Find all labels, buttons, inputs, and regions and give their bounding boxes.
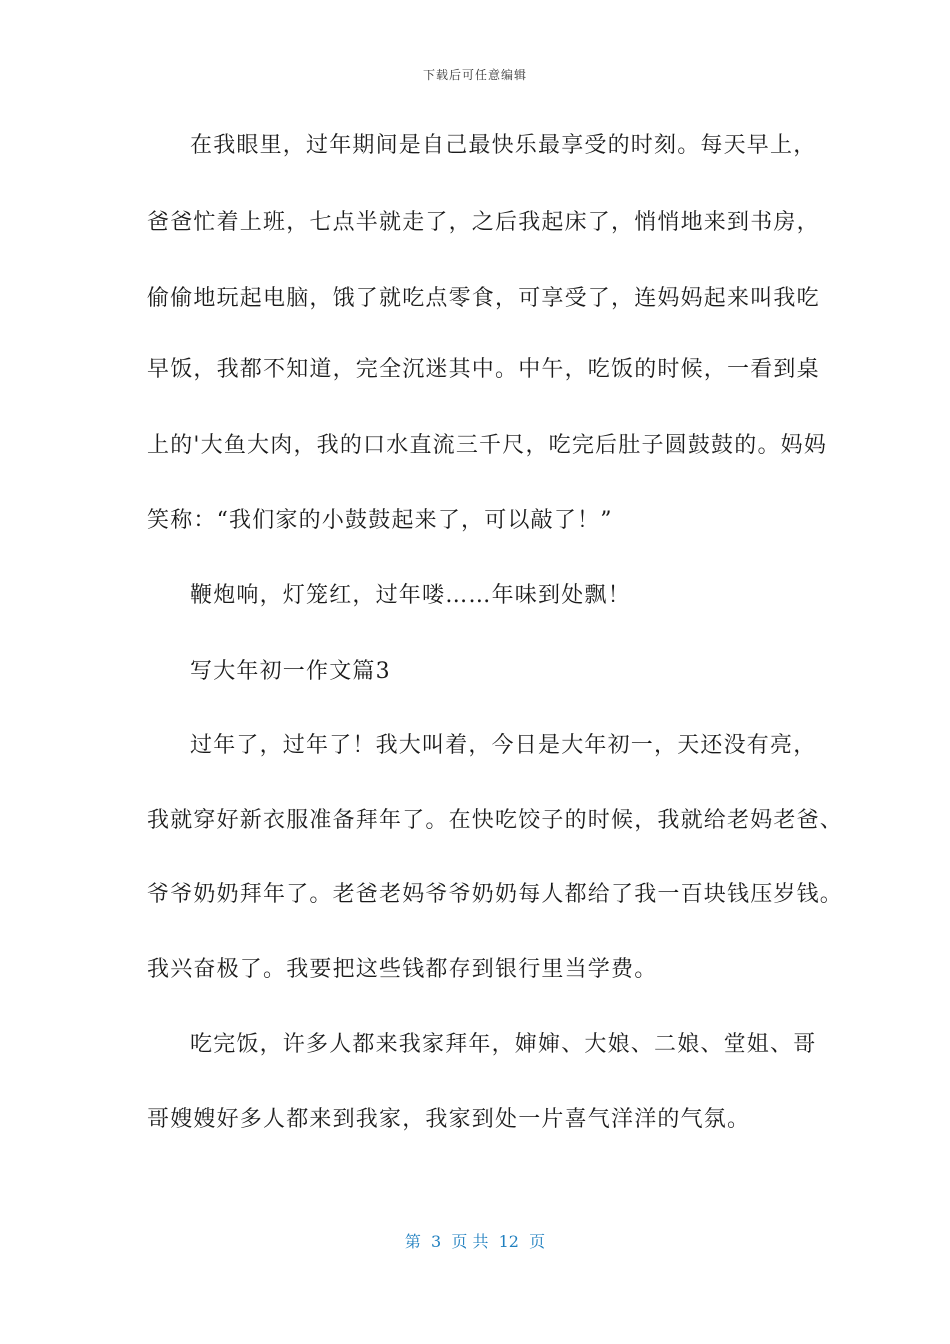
- paragraph-line: 我就穿好新衣服准备拜年了。在快吃饺子的时候，我就给老妈老爸、: [147, 808, 844, 833]
- paragraph-line: 哥嫂嫂好多人都来到我家，我家到处一片喜气洋洋的气氛。: [147, 1107, 751, 1132]
- page-footer: 第 3 页 共 12 页: [404, 1232, 546, 1251]
- paragraph-line: 早饭，我都不知道，完全沉迷其中。中午，吃饭的时候，一看到桌: [147, 357, 820, 382]
- header-note: 下载后可任意编辑: [422, 68, 527, 82]
- paragraph-line: 爷爷奶奶拜年了。老爸老妈爷爷奶奶每人都给了我一百块钱压岁钱。: [147, 882, 844, 907]
- paragraph-line: 过年了，过年了！我大叫着，今日是大年初一，天还没有亮，: [190, 733, 817, 758]
- section-heading: 写大年初一作文篇3: [190, 659, 391, 684]
- paragraph-line: 我兴奋极了。我要把这些钱都存到银行里当学费。: [147, 957, 658, 982]
- paragraph-line: 吃完饭，许多人都来我家拜年，婶婶、大娘、二娘、堂姐、哥: [190, 1032, 817, 1057]
- paragraph-line: 鞭炮响，灯笼红，过年喽……年味到处飘！: [190, 583, 631, 608]
- paragraph-line: 笑称：“我们家的小鼓鼓起来了，可以敲了！”: [147, 508, 613, 533]
- paragraph-line: 偷偷地玩起电脑，饿了就吃点零食，可享受了，连妈妈起来叫我吃: [147, 286, 820, 311]
- paragraph-line: 在我眼里，过年期间是自己最快乐最享受的时刻。每天早上，: [190, 133, 817, 158]
- paragraph-line: 上的'大鱼大肉，我的口水直流三千尺，吃完后肚子圆鼓鼓的。妈妈: [147, 433, 828, 458]
- paragraph-line: 爸爸忙着上班，七点半就走了，之后我起床了，悄悄地来到书房，: [147, 210, 820, 235]
